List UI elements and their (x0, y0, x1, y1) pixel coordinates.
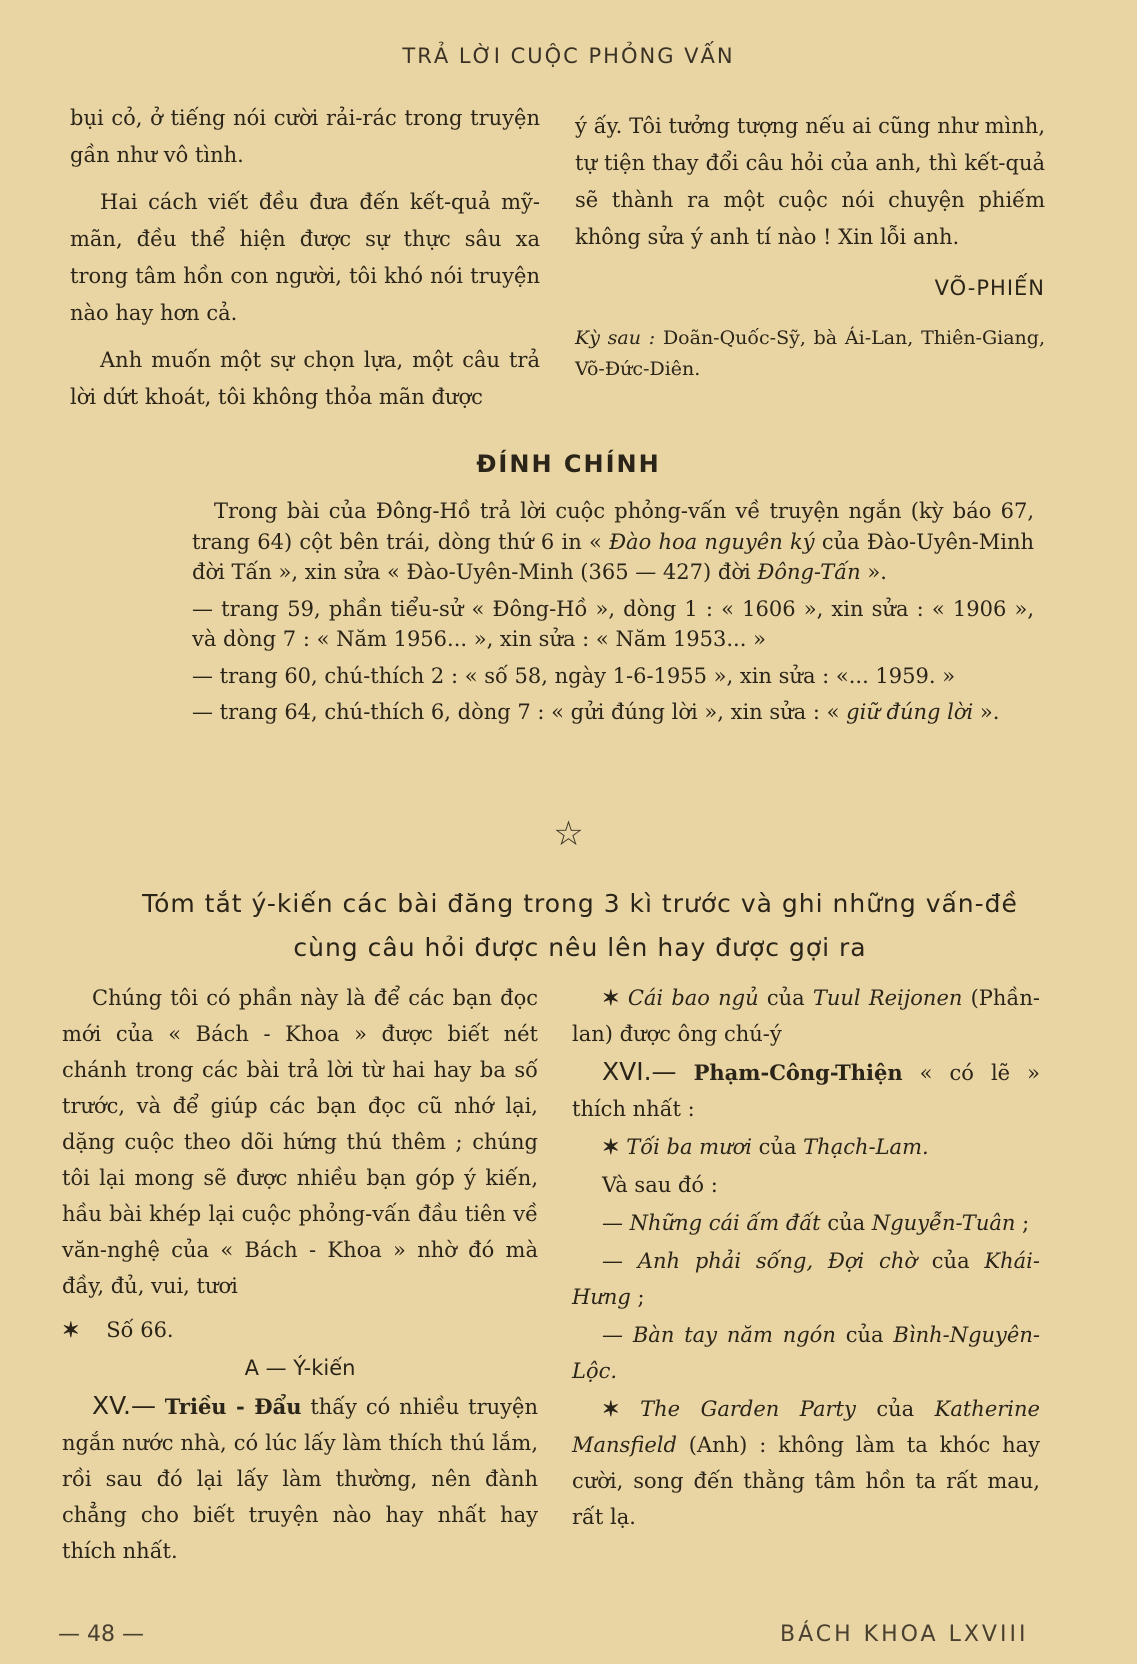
paragraph: Anh muốn một sự chọn lựa, một câu trả lời dứt khoát, tôi không thỏa mãn được (70, 348, 540, 409)
text: — trang 64, chú-thích 6, dòng 7 : « gửi đúng lời », xin sửa : « (192, 700, 840, 724)
next-issue-names: Doãn-Quốc-Sỹ, bà Ái-Lan, Thiên-Giang, Võ-Đức-Diên. (575, 327, 1045, 380)
text: thấy có nhiều truyện ngắn nước nhà, có lúc lấy làm thích thú lắm, rồi sau đó lại lấy làm thường, nên đành chẳng cho biết truyện nào hay nhất hay thích nhất. (62, 1395, 538, 1563)
issue-label: BÁCH KHOA LXVIII (780, 1622, 1029, 1647)
entry (572, 1205, 1040, 1241)
summary-line: Tóm tắt ý-kiến các bài đăng trong 3 kì trước và ghi những vấn-đề (142, 889, 1018, 918)
work-title: Tối ba mươi (626, 1135, 752, 1159)
author-name: Bình-Nguyên-Lộc. (572, 1323, 1040, 1383)
text: ». (979, 700, 1000, 724)
author-name: Thạch-Lam. (803, 1135, 929, 1159)
work-title: — Anh phải sống, Đợi chờ (602, 1249, 917, 1273)
left-column-top (70, 100, 540, 426)
text-line: Và sau đó : (602, 1173, 718, 1197)
text: (Anh) : không làm ta khóc hay cười, song đến thằng tâm hồn ta rất mau, rất lạ. (572, 1433, 1040, 1529)
right-column-bottom (572, 980, 1040, 1537)
summary-line: cùng câu hỏi được nêu lên hay được gợi ra (293, 933, 867, 962)
star-ornament: ☆ (553, 814, 584, 854)
author-name: Khái-Hưng (572, 1249, 1040, 1309)
asterisk-icon: ✶ (602, 1134, 620, 1159)
page-number: — 48 — (58, 1622, 144, 1647)
text: của (931, 1249, 970, 1273)
subheading: A — Ý-kiến (244, 1356, 356, 1380)
item-number: XVI.— (602, 1057, 677, 1086)
title-italic: Đông-Tấn (757, 560, 861, 584)
author-name: Katherine Mansfield (572, 1397, 1040, 1457)
asterisk-icon: ✶ (602, 985, 620, 1010)
respondent-name: Phạm-Công-Thiện (693, 1060, 903, 1085)
text: (Phần-lan) được ông chú-ý (572, 986, 1040, 1046)
title-italic: giữ đúng lời (846, 700, 974, 724)
running-head: TRẢ LỜI CUỘC PHỎNG VẤN (402, 44, 735, 68)
section-number: Số 66. (106, 1318, 174, 1342)
summary-heading (90, 882, 1070, 970)
title-italic: Đào hoa nguyên ký (609, 529, 815, 554)
next-issue-note (575, 323, 1045, 385)
work-title: The Garden Party (640, 1397, 856, 1421)
errata-item: — trang 59, phần tiểu-sử « Đông-Hồ », dòng 1 : « 1606 », xin sửa : « 1906 », và dòng 7 : « Năm 1956... », xin sửa : « Năm 1953... » (192, 596, 1034, 651)
errata-paragraph (192, 496, 1034, 588)
errata-item: — trang 60, chú-thích 2 : « số 58, ngày 1-6-1955 », xin sửa : «... 1959. » (192, 663, 956, 688)
asterisk-icon: ✶ (602, 1396, 620, 1421)
errata-body (192, 496, 1034, 734)
text: ; (637, 1285, 645, 1309)
entry (572, 980, 1040, 1052)
entry (572, 1129, 1040, 1165)
opinion-paragraph (62, 1388, 538, 1569)
opinion-paragraph (572, 1054, 1040, 1127)
work-title: — Những cái ấm đất (602, 1211, 821, 1235)
text: ». (867, 560, 887, 584)
text: của (827, 1211, 866, 1235)
entry (572, 1317, 1040, 1389)
paragraph: Hai cách viết đều đưa đến kết-quả mỹ-mãn, đều thể hiện được sự thực sâu xa trong tâm hồn con người, tôi khó nói truyện nào hay hơn cả. (70, 190, 540, 325)
right-column-top (575, 108, 1045, 385)
intro-paragraph: Chúng tôi có phần này là để các bạn đọc mới của « Bách - Khoa » được biết nét chánh trong các bài trả lời từ hai hay ba số trước, và để giúp các bạn đọc cũ nhớ lại, dặng cuộc theo dõi hứng thú thêm ; chúng tôi lại mong sẽ được nhiều bạn góp ý kiến, hầu bài khép lại cuộc phỏng-vấn đầu tiên về văn-nghệ của « Bách - Khoa » nhờ đó mà đầy, đủ, vui, tươi (62, 986, 538, 1298)
text: của (758, 1135, 797, 1159)
entry (572, 1391, 1040, 1535)
next-issue-label: Kỳ sau : (575, 327, 656, 349)
author-name: Nguyễn-Tuân (871, 1211, 1016, 1235)
respondent-name: Triều - Đẩu (164, 1394, 302, 1419)
text: của (766, 986, 805, 1010)
left-column-bottom (62, 980, 538, 1571)
errata-item (192, 697, 1034, 728)
work-title: Cái bao ngủ (627, 986, 759, 1010)
work-title: — Bàn tay năm ngón (602, 1323, 836, 1347)
text: của (845, 1323, 884, 1347)
text: của Đào-Uyên-Minh đời Tấn », xin sửa « Đào-Uyên-Minh (365 — 427) đời (192, 529, 1034, 584)
text: của (876, 1397, 915, 1421)
item-number: XV.— (92, 1391, 156, 1420)
asterisk-icon: ✶ (62, 1317, 80, 1342)
entry (572, 1243, 1040, 1315)
author-name: Tuul Reijonen (812, 986, 963, 1010)
text: « có lẽ » thích nhất : (572, 1061, 1040, 1121)
text: Trong bài của Đông-Hồ trả lời cuộc phỏng-vấn về truyện ngắn (kỳ báo 67, trang 64) cột bên trái, dòng thứ 6 in « (192, 499, 1034, 554)
section-line (62, 1312, 538, 1348)
paragraph: ý ấy. Tôi tưởng tượng nếu ai cũng như mình, tự tiện thay đổi câu hỏi của anh, thì kết-quả sẽ thành ra một cuộc nói chuyện phiếm không sửa ý anh tí nào ! Xin lỗi anh. (575, 114, 1045, 249)
errata-title: ĐÍNH CHÍNH (476, 450, 661, 478)
author-signature: VÕ-PHIẾN (934, 276, 1045, 300)
text: ; (1022, 1211, 1030, 1235)
paragraph: bụi cỏ, ở tiếng nói cười rải-rác trong truyện gần như vô tình. (70, 106, 540, 167)
